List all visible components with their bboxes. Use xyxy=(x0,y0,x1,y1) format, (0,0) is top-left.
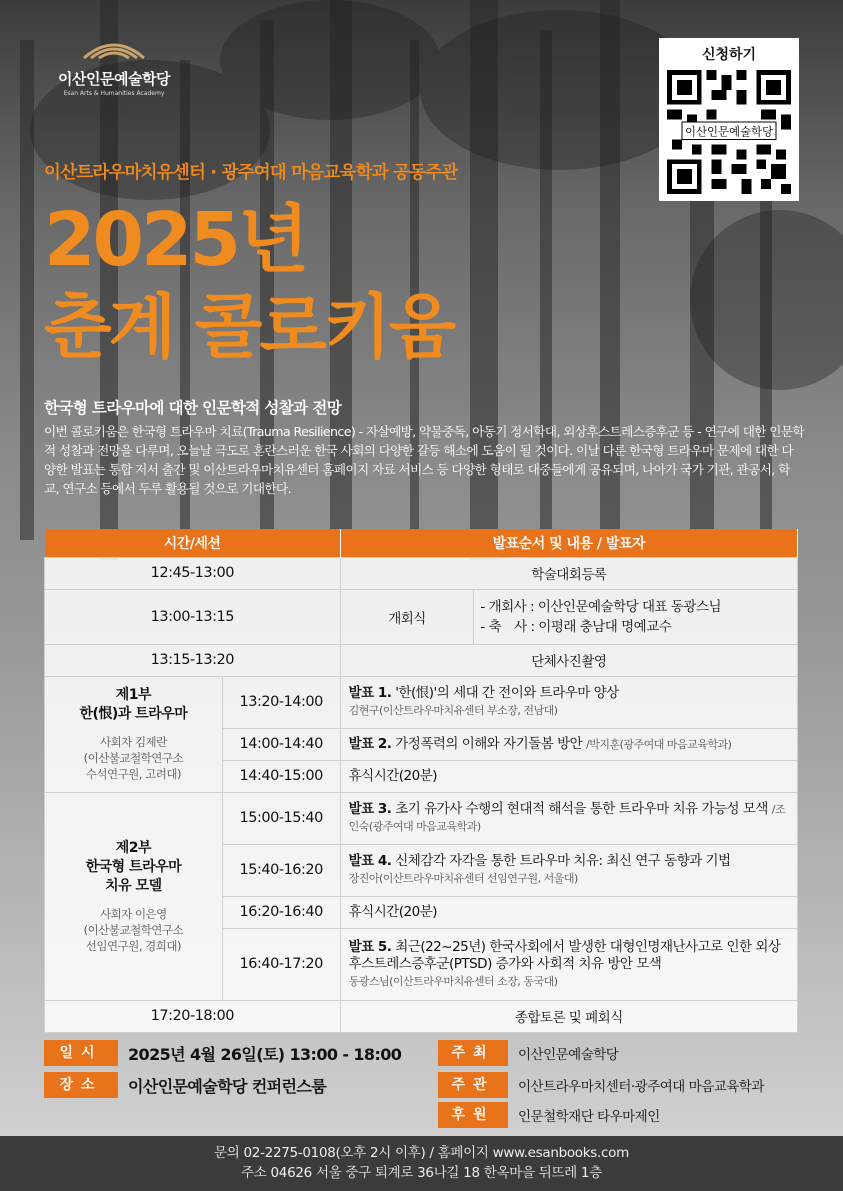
opening-item: - 축 사 : 이평래 충남대 명예교수 xyxy=(480,618,672,635)
presentation-title: '한(恨)'의 세대 간 전이와 트라우마 양상 xyxy=(395,685,619,701)
time-cell: 16:20-16:40 xyxy=(222,896,340,928)
venue-tag: 장소 xyxy=(44,1072,118,1098)
session-1-theme: 한(恨)과 트라우마 xyxy=(79,706,188,722)
qr-logo-text: 이산인문예술학당 xyxy=(684,124,774,139)
intro-paragraph: 이번 콜로키움은 한국형 트라우마 치료(Trauma Resilience) - 자살예방, 약물중독, 아동기 정서학대, 외상후스트레스증후군 등 - 연구에 대한 인문학적 성찰과 전망을 다루며, 오늘날 극도로 혼란스러운 한국 사회의 다양한 갈등 해소에 도움이 될 것이다. 이날 다룬 한국형 트라우마 문제에 대한 다양한 발표는 통합 저서 출간 및 이산트라우마치유센터 홈페이지 자료 서비스 등 다양한 형태로 대중들에게 공유되며, 나아가 국가 기관, 관공서, 학교, 연구소 등에서 두루 활용될 것으로 기대한다. xyxy=(44,424,804,496)
page-title-event: 춘계 콜로키움 xyxy=(44,286,454,368)
session-1-moderator-affil-2: 수석연구원, 고려대) xyxy=(85,767,181,781)
organizer-tag: 주관 xyxy=(438,1072,508,1098)
qr-register-box[interactable] xyxy=(659,38,799,201)
time-cell: 13:15-13:20 xyxy=(45,644,341,676)
time-cell: 17:20-18:00 xyxy=(45,1000,341,1032)
session-2-cell xyxy=(45,792,223,1000)
program-cell: 단체사진촬영 xyxy=(340,644,797,676)
presentation-title: 초기 유가사 수행의 현대적 해석을 통한 트라우마 치유 가능성 모색 xyxy=(395,801,768,817)
co-host-line: 이산트라우마치유센터 · 광주여대 마음교육학과 공동주관 xyxy=(44,163,458,183)
presentation-title: 가정폭력의 이해와 자기돌봄 방안 xyxy=(395,735,583,752)
opening-item: - 개회사 : 이산인문예술학당 대표 동광스님 xyxy=(480,598,721,615)
session-2-moderator-affil-2: 선임연구원, 경희대) xyxy=(85,938,181,953)
time-cell: 13:00-13:15 xyxy=(45,589,341,644)
date-value: 2025년 4월 26일(토) 13:00 - 18:00 xyxy=(128,1044,402,1064)
host-tag: 주최 xyxy=(438,1040,508,1066)
info-host-row xyxy=(438,1040,618,1066)
session-1-cell xyxy=(45,676,223,792)
host-value: 이산인문예술학당 xyxy=(518,1047,619,1063)
book-arch-icon xyxy=(79,38,149,62)
sponsor-tag: 후원 xyxy=(438,1102,508,1128)
register-label: 신청하기 xyxy=(701,47,757,63)
break-cell: 휴식시간(20분) xyxy=(340,896,797,928)
presenter: 김현구(이산트라우마치유센터 부소장, 전남대) xyxy=(348,704,558,717)
info-venue-row xyxy=(44,1072,326,1098)
info-sponsor-row xyxy=(438,1102,660,1128)
session-1-moderator-affil-1: (이산불교철학연구소 xyxy=(83,751,184,765)
time-cell: 14:00-14:40 xyxy=(222,728,340,760)
presenter: /박지훈(광주여대 마음교육학과) xyxy=(585,737,732,751)
presentation-cell xyxy=(340,792,797,844)
presenter: /조인숙(광주여대 마음교육학과) xyxy=(348,803,786,833)
logo-subtitle: Esan Arts & Humanities Academy xyxy=(63,90,165,97)
event-subtitle: 한국형 트라우마에 대한 인문학적 성찰과 전망 xyxy=(44,399,342,417)
footer xyxy=(0,1136,843,1191)
session-1-title: 제1부 xyxy=(115,687,152,703)
page-title-year: 2025년 xyxy=(44,197,307,283)
presenter: 장진아(이산트라우마치유센터 선임연구원, 서울대) xyxy=(348,872,578,885)
presentation-cell xyxy=(340,728,797,760)
sponsor-value: 인문철학재단 타우마제인 xyxy=(518,1109,660,1125)
presentation-title: 최근(22~25년) 한국사회에서 발생한 대형인명재난사고로 인한 외상후스트레스증후군(PTSD) 증가와 사회적 치유 방안 모색 xyxy=(348,938,781,972)
presentation-title: 신체감각 자각을 통한 트라우마 치유: 최신 연구 동향과 기법 xyxy=(395,853,731,869)
qr-code-icon[interactable] xyxy=(667,70,791,194)
program-cell: 종합토론 및 폐회식 xyxy=(340,1000,797,1032)
info-date-row xyxy=(44,1040,401,1066)
col-header-program: 발표순서 및 내용 / 발표자 xyxy=(340,529,797,557)
break-cell: 휴식시간(20분) xyxy=(340,760,797,792)
time-cell: 12:45-13:00 xyxy=(45,557,341,589)
session-2-title: 제2부 xyxy=(115,839,152,856)
time-cell: 13:20-14:00 xyxy=(222,676,340,728)
logo-name: 이산인문예술학당 xyxy=(58,70,170,88)
presentation-number: 발표 2. xyxy=(348,735,392,752)
opening-label: 개회식 xyxy=(340,589,474,644)
session-2-moderator-affil-1: (이산불교철학연구소 xyxy=(83,922,184,937)
presentation-number: 발표 1. xyxy=(348,685,392,701)
presentation-cell xyxy=(340,928,797,1000)
schedule-table xyxy=(44,529,798,1033)
presentation-number: 발표 3. xyxy=(348,801,392,817)
presenter: 동광스님(이산트라우마치유센터 소장, 동국대) xyxy=(348,974,558,988)
session-2-moderator: 사회자 이은영 xyxy=(99,906,167,921)
col-header-time: 시간/세션 xyxy=(45,529,341,557)
presentation-cell xyxy=(340,676,797,728)
session-2-theme-2: 치유 모델 xyxy=(105,877,162,894)
organizer-value: 이산트라우마치센터·광주여대 마음교육학과 xyxy=(518,1079,764,1095)
venue-value: 이산인문예술학당 컨퍼런스룸 xyxy=(128,1076,327,1096)
time-cell: 14:40-15:00 xyxy=(222,760,340,792)
opening-items xyxy=(474,589,798,644)
presentation-number: 발표 5. xyxy=(348,938,392,955)
presentation-number: 발표 4. xyxy=(348,853,392,869)
info-organizer-row xyxy=(438,1072,764,1098)
program-cell: 학술대회등록 xyxy=(340,557,797,589)
date-tag: 일시 xyxy=(44,1040,118,1066)
session-1-moderator: 사회자 김제란 xyxy=(99,735,167,749)
footer-contact[interactable]: 문의 02-2275-0108(오후 2시 이후) / 홈페이지 www.esanbooks.com xyxy=(214,1145,629,1161)
academy-logo xyxy=(44,38,184,97)
presentation-cell xyxy=(340,844,797,896)
session-2-theme-1: 한국형 트라우마 xyxy=(85,858,182,875)
footer-address: 주소 04626 서울 중구 퇴계로 36나길 18 한옥마을 뒤뜨레 1층 xyxy=(241,1165,602,1181)
time-cell: 15:00-15:40 xyxy=(222,792,340,844)
time-cell: 16:40-17:20 xyxy=(222,928,340,1000)
time-cell: 15:40-16:20 xyxy=(222,844,340,896)
